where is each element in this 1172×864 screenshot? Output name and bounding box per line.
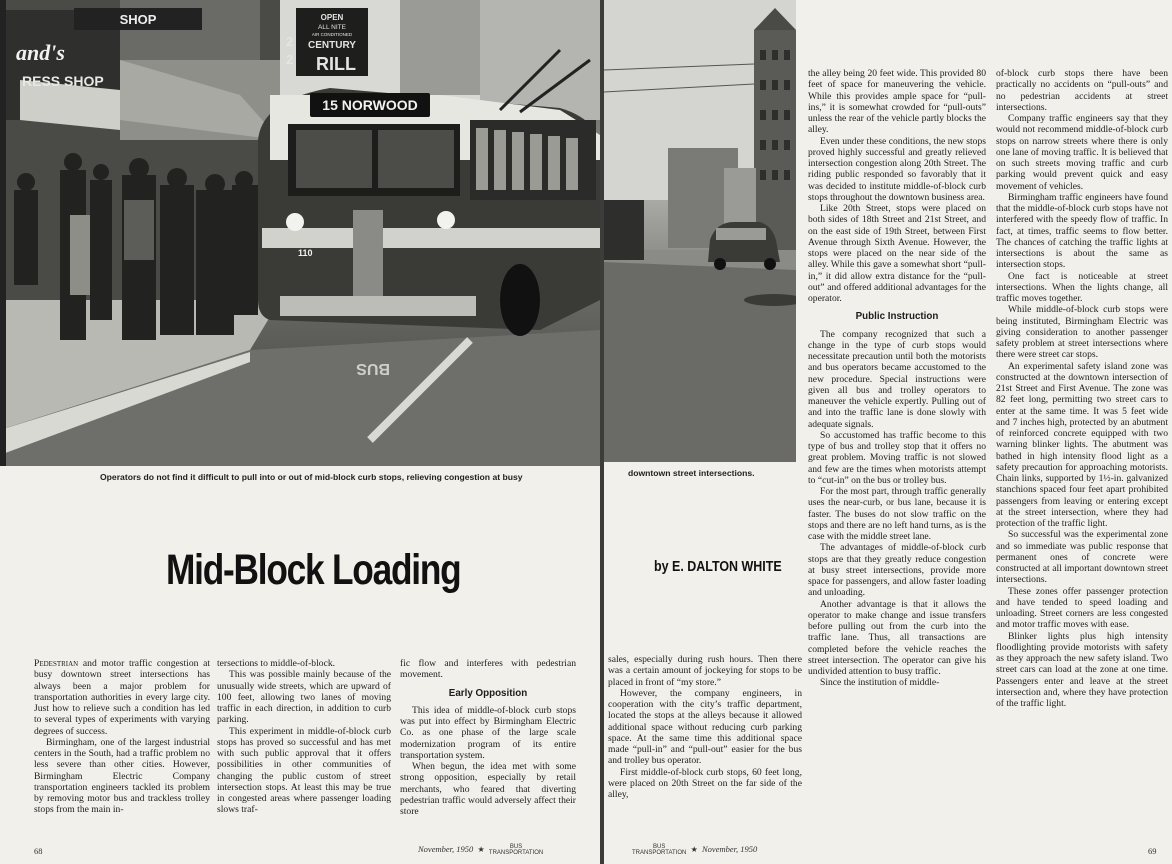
lead-word: Pedestrian [34, 658, 79, 669]
paragraph: While middle-of-block curb stops were being instituted, Birmingham Electric was giving consideration to another passenger safety problem at street intersections where there were street car stops. [996, 304, 1168, 361]
logo-line-1: BUS [509, 844, 523, 851]
paragraph: of-block curb stops there have been practically no accidents on “pull-outs” and no pedestrian accidents at street intersections. [996, 68, 1168, 113]
article-byline: by E. DALTON WHITE [654, 559, 782, 575]
paragraph: Birmingham, one of the largest industrial centers in the South, had a traffic problem no less severe than other cities. However, Birmingham Electric Company transportation engineers tackled its problem by removing motor bus and trackless trolley stops from the main in- [34, 736, 210, 816]
paragraph: This idea of middle-of-block curb stops was put into effect by Birmingham Electric Co. as one phase of the large scale modernization program of its entire transportation system. [400, 704, 576, 761]
article-title: Mid-Block Loading [166, 546, 461, 594]
pavement-bus-marking: BUS [356, 360, 390, 377]
magazine-logo [632, 844, 686, 856]
paragraph: the alley being 20 feet wide. This provided 80 feet of space for maneuvering the vehicle. While this provides ample space for “pull-ins,” it is somewhat crowded for “pull-outs” unless the rear of the vehicle partly blocks the alley. [808, 68, 986, 136]
left-column-2 [217, 658, 391, 816]
paragraph: So accustomed has traffic become to this type of bus and trolley stop that it offers no great problem. Moving traffic is not slowed and few are the times when motorists attempt to “cut-in” on the bus or trolley bus. [808, 429, 986, 486]
paragraph: The company recognized that such a change in the type of curb stops would necessitate precaution until both the motorists and bus operators became accustomed to the new procedure. Special instructions were given all bus and trolley operators to maneuver the vehicle expertly. Pulling out of and into the traffic lane is done slowly with adequate signals. [808, 328, 986, 430]
star-icon: ★ [477, 845, 485, 854]
bus-number: 110 [298, 248, 313, 258]
lead-paragraph [34, 658, 210, 737]
paragraph: One fact is noticeable at street intersections. When the lights change, all traffic moves together. [996, 270, 1168, 304]
photo-caption-right: downtown street intersections. [628, 468, 755, 478]
logo-line-1: BUS [653, 844, 666, 851]
right-column-3 [996, 68, 1168, 709]
paragraph: The advantages of middle-of-block curb stops are that they greatly reduce congestion at busy street intersections, provide more space for passengers, and allow faster loading and unloading. [808, 542, 986, 599]
paragraph: For the most part, through traffic generally uses the near-curb, or bus lane, because it is faster. The buses do not slow traffic on the stops and there are no left hand turns, as is the case with the middle street lane. [808, 486, 986, 542]
sign-all-nite: ALL NITE [318, 24, 346, 31]
paragraph: When begun, the idea met with some strong opposition, especially by retail merchants, who feared that diverting pedestrian traffic would adversely affect their store [400, 761, 576, 817]
page-number-left: 68 [34, 846, 43, 856]
sign-century: CENTURY [308, 40, 356, 51]
paragraph: These zones offer passenger protection and have tended to speed loading and unloading. Street corners are less congested and motor traffic moves with ease. [996, 585, 1168, 631]
photo-street-continuation [604, 0, 796, 462]
paragraph: Like 20th Street, stops were placed on both sides of 18th Street and 21st Street, and on the east side of 19th Street, between First Avenue through Sixth Avenue. However, the stops were placed on the near side of the alley. While this gave a somewhat short “pull-in,” it did allow extra distance for the “pull-out” and offered additional advantages for the operator. [808, 203, 986, 304]
shop-sign: SHOP [119, 12, 157, 27]
paragraph: tersections to middle-of-block. [217, 658, 336, 669]
paragraph: Birmingham traffic engineers have found that the middle-of-block curb stops have not interfered with the speedy flow of traffic. In fact, at times, traffic seems to flow better. The chances of catching the traffic lights at intersections is about the same as intersection stops. [996, 191, 1168, 271]
paragraph: Even under these conditions, the new stops proved highly successful and greatly relieved intersection congestion along 20th Street. The riding public responded so favorably that it was decided to institute middle-of-block curb stops throughout the downtown business area. [808, 135, 986, 203]
section-heading-early-opposition: Early Opposition [448, 687, 528, 699]
sign-air-conditioned: AIR CONDITIONED [311, 32, 353, 37]
right-page [604, 0, 1172, 864]
footer-right-masthead [632, 844, 757, 856]
paragraph: An experimental safety island zone was constructed at the downtown intersection of 21st Street and First Avenue. The zone was 82 feet long, permitting two street cars to enter at the same time. It was 5 feet wide and 7 inches high, protected by an abutment of reinforced concrete equipped with two warning blinker lights. The abutment was bathed in high intensity flood light as a safety precaution for approaching motorists. Chain links, supported by 1½-in. galvanized stanchions spaced four feet apart prohibited passengers from leaving or entering except at the street intersection, where they had protection of the traffic light. [996, 360, 1168, 529]
issue-date: November, 1950 [418, 844, 474, 854]
star-icon: ★ [690, 845, 698, 854]
magazine-logo [489, 844, 543, 856]
paragraph: However, the company engineers, in cooperation with the city’s traffic department, located the stops at the alleys because it allowed additional space without reducing curb parking space. At the same time this additional space made “pull-in” and “pull-out” easier for the bus and trolley bus operator. [608, 687, 802, 767]
paragraph: This was possible mainly because of the unusually wide streets, which are upward of 100 feet, allowing two lanes of moving traffic in each direction, in addition to curb parking. [217, 669, 391, 726]
logo-line-2: TRANSPORTATION [488, 850, 544, 857]
left-column-3 [400, 658, 576, 817]
footer-left-masthead [418, 844, 543, 856]
store-sign-dress-shop: RESS SHOP [22, 73, 104, 89]
paragraph: So successful was the experimental zone and so immediate was public response that permanent ones of concrete were constructed at all important downtown street intersections. [996, 529, 1168, 586]
issue-date: November, 1950 [702, 844, 758, 854]
lead-paragraph-text: and motor traffic congestion at busy downtown street intersections has always been a major problem for transportation authorities in every large city. Just how to relieve such a condition has led to several types of experiments with varying degrees of success. [34, 658, 210, 737]
paragraph: fic flow and interferes with pedestrian movement. [400, 658, 576, 681]
sign-open: OPEN [320, 13, 344, 22]
paragraph: Blinker lights plus high intensity floodlighting provide motorists with safety as they approach the new safety island. Two street cars can load at the zone at one time. Passengers enter and leave at the street intersection and, where they have protection of the traffic light. [996, 630, 1168, 709]
right-column-1 [608, 654, 802, 800]
bus-destination-sign: 15 NORWOOD [322, 97, 418, 113]
paragraph: Since the institution of middle- [820, 677, 940, 689]
left-column-1 [34, 658, 210, 816]
page-number-right: 69 [1148, 846, 1157, 856]
bus-photo-illustration [0, 0, 600, 466]
sign-digit-upper: 2 [286, 34, 294, 49]
paragraph: Another advantage is that it allows the operator to make change and issue transfers before pulling out from the curb into the traffic lane. Thus, all transactions are completed before the vehicle reaches the street intersection. The operator can give his undivided attention to busy traffic. [808, 598, 986, 677]
paragraph: This experiment in middle-of-block curb stops has proved so successful and has met with such public approval that it offers possibilities in other communities of changing the public custom of street intersection stops. At least this may be true in congested areas where passenger loading slows traf- [217, 725, 391, 816]
trolley-bus [258, 88, 600, 336]
paragraph: First middle-of-block curb stops, 60 feet long, were placed on 20th Street on the far side of the alley, [608, 766, 802, 800]
right-column-2 [808, 68, 986, 689]
sign-grill: RILL [316, 54, 356, 74]
street-photo-illustration [604, 0, 796, 462]
section-heading-public-instruction: Public Instruction [855, 311, 939, 323]
store-sign-script: and's [16, 40, 65, 65]
photo-caption-left: Operators do not find it difficult to pull into or out of mid-block curb stops, relieving congestion at busy [100, 472, 523, 482]
photo-bus-at-curb [0, 0, 600, 466]
sign-digit-lower: 2 [286, 52, 294, 67]
paragraph: Company traffic engineers say that they would not recommend middle-of-block curb stops on narrow streets where there is only one lane of moving traffic. It is believed that on such streets moving traffic and curb parking would prevent quick and easy movement of vehicles. [996, 113, 1168, 192]
logo-line-2: TRANSPORTATION [632, 850, 687, 857]
paragraph: sales, especially during rush hours. Then there was a certain amount of jockeying for stops to be placed in front of “my store.” [608, 654, 802, 688]
